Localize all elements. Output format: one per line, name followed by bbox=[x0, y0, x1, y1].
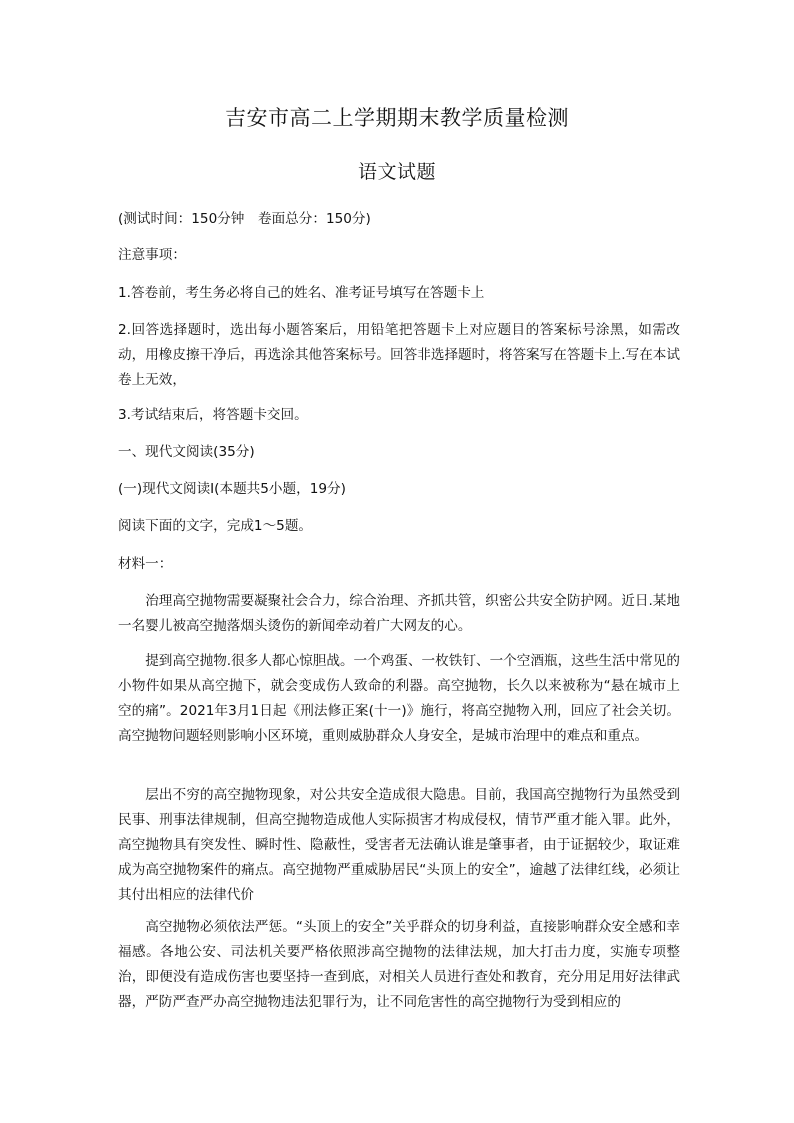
exam-info: (测试时间：150分钟 卷面总分：150分) bbox=[118, 211, 371, 227]
body-paragraph: 提到高空抛物.很多人都心惊胆战。一个鸡蛋、一枚铁钉、一个空酒瓶，这些生活中常见的小物件如果从高空抛下，就会变成伤人致命的利器。高空抛物，长久以来被称为“悬在城市上空的痛”。2021年3月1日起《刑法修正案(十一)》施行，将高空抛物入刑，回应了社会关切。高空抛物问题轻则影响小区环境，重则威胁群众人身安全，是城市治理中的难点和重点。 bbox=[118, 653, 680, 744]
notice-item-3: 3.考试结束后，将答题卡交回。 bbox=[118, 407, 308, 423]
notice-heading: 注意事项： bbox=[118, 247, 186, 263]
reading-instruction: 阅读下面的文字，完成1～5题。 bbox=[118, 518, 313, 534]
subsection-heading: (一)现代文阅读I(本题共5小题，19分) bbox=[118, 481, 346, 497]
body-paragraph: 层出不穷的高空抛物现象，对公共安全造成很大隐患。目前，我国高空抛物行为虽然受到民事、刑事法律规制，但高空抛物造成他人实际损害才构成侵权，情节严重才能入罪。此外，高空抛物具有突发性、瞬时性、隐蔽性，受害者无法确认谁是肇事者，由于证据较少，取证难成为高空抛物案件的痛点。高空抛物严重威胁居民“头顶上的安全”，逾越了法律红线，必须让其付出相应的法律代价 bbox=[118, 787, 680, 903]
document-title: 吉安市高二上学期期末教学质量检测 bbox=[225, 106, 569, 130]
notice-item-2: 2.回答选择题时，选出每小题答案后，用铅笔把答题卡上对应题目的答案标号涂黑，如需改动，用橡皮擦干净后，再选涂其他答案标号。回答非选择题时，将答案写在答题卡上.写在本试卷上无效， bbox=[118, 322, 680, 388]
section-heading: 一、现代文阅读(35分) bbox=[118, 444, 255, 460]
material-label: 材料一： bbox=[118, 556, 173, 572]
document-subtitle: 语文试题 bbox=[357, 161, 436, 183]
notice-item-1: 1.答卷前，考生务必将自己的姓名、准考证号填写在答题卡上 bbox=[118, 285, 485, 301]
body-paragraph: 高空抛物必须依法严惩。“头顶上的安全”关乎群众的切身利益，直接影响群众安全感和幸福感。各地公安、司法机关要严格依照涉高空抛物的法律法规，加大打击力度，实施专项整治，即便没有造成伤害也要坚持一查到底，对相关人员进行查处和教育，充分用足用好法律武器，严防严查严办高空抛物违法犯罪行为，让不同危害性的高空抛物行为受到相应的 bbox=[118, 919, 680, 1010]
body-paragraph: 治理高空抛物需要凝聚社会合力，综合治理、齐抓共管，织密公共安全防护网。近日.某地一名婴儿被高空抛落烟头烫伤的新闻牵动着广大网友的心。 bbox=[118, 593, 680, 634]
